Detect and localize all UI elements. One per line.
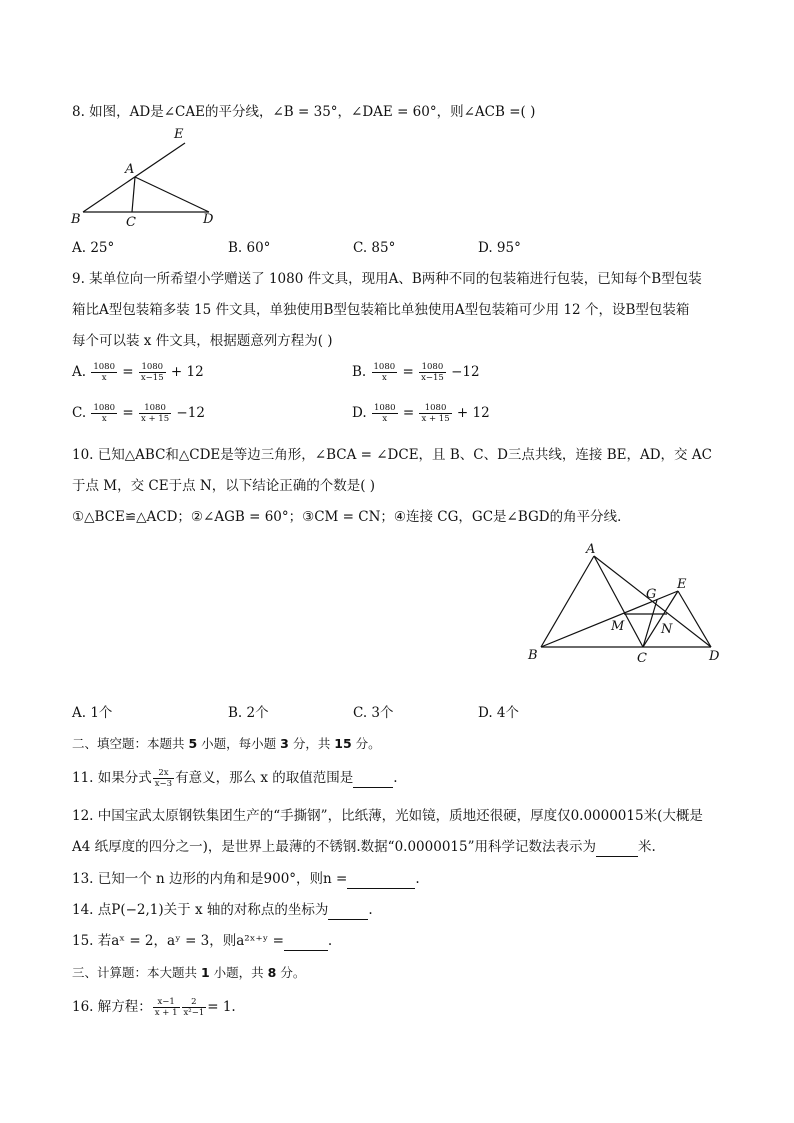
q9-option-c[interactable]: C. $\frac{1080}{x}$ = $\frac{1080}{x + 15}$ −12: [72, 403, 205, 424]
q10-line-3: ①△BCE≌△ACD；②∠AGB = 60°；③CM = CN；④连接 CG，GC是∠BGD的角平分线．: [72, 509, 631, 525]
q13-answer-blank[interactable]: [347, 870, 415, 889]
q10-line-1: 10. 已知△ABC和△CDE是等边三角形，∠BCA = ∠DCE，且 B、C、D三点共线，连接 BE，AD，交 AC: [72, 447, 712, 463]
section-2-heading: 二、填空题：本题共 5 小题，每小题 3 分，共 15 分。: [72, 736, 381, 751]
q10-label-b: B: [528, 648, 538, 663]
q8-stem: 8. 如图，AD是∠CAE的平分线，∠B = 35°，∠DAE = 60°，则∠ACB =( ): [72, 104, 536, 120]
q8-label-c: C: [126, 215, 136, 230]
q15: 15. 若aˣ = 2，aʸ = 3，则a²ˣ⁺ʸ = .: [72, 933, 333, 949]
q8-line-ac: [132, 177, 135, 212]
q13: 13. 已知一个 n 边形的内角和是900°，则n = .: [72, 871, 420, 887]
q8-figure: [66, 126, 236, 230]
q9-option-a[interactable]: A. $\frac{1080}{x}$ = $\frac{1080}{x-15}$ + 12: [72, 362, 204, 383]
q10-option-b[interactable]: B. 2个: [228, 705, 269, 721]
q10-line-ed: [678, 591, 711, 647]
q12-line-1: 12. 中国宝武太原钢铁集团生产的“手撕钢”，比纸薄，光如镜，质地还很硬，厚度仅0.0000015米(大概是: [72, 808, 703, 824]
q8-line-be: [83, 143, 185, 212]
q10-label-g: G: [646, 587, 657, 602]
q8-option-d[interactable]: D. 95°: [478, 240, 521, 256]
q12-line-2: A4 纸厚度的四分之一)，是世界上最薄的不锈钢.数据“0.0000015”用科学记数法表示为 米.: [72, 839, 656, 855]
q10-figure: [524, 536, 724, 668]
q10-line-ab: [541, 556, 594, 647]
section-3-heading: 三、计算题：本大题共 1 小题，共 8 分。: [72, 965, 306, 980]
q8-label-b: B: [71, 212, 81, 227]
q10-label-d: D: [709, 649, 720, 664]
q10-option-a[interactable]: A. 1个: [72, 705, 113, 721]
q8-label-d: D: [203, 212, 214, 227]
q10-option-d[interactable]: D. 4个: [478, 705, 520, 721]
q11-answer-blank[interactable]: [353, 769, 393, 788]
q9-line-3: 每个可以装 x 件文具，根据题意列方程为( ): [72, 333, 333, 349]
q10-option-c[interactable]: C. 3个: [353, 705, 394, 721]
q8-label-a: A: [125, 162, 135, 177]
q9-line-1: 9. 某单位向一所希望小学赠送了 1080 件文具，现用A、B两种不同的包装箱进行包装，已知每个B型包装: [72, 271, 702, 287]
q10-line-2: 于点 M，交 CE于点 N，以下结论正确的个数是( ): [72, 478, 376, 494]
q15-answer-blank[interactable]: [284, 932, 328, 951]
q14-answer-blank[interactable]: [328, 901, 368, 920]
q8-label-e: E: [174, 127, 184, 142]
q10-line-be: [541, 591, 678, 647]
q8-line-ad: [135, 177, 209, 212]
q9-option-b[interactable]: B. $\frac{1080}{x}$ = $\frac{1080}{x-15}$ −12: [352, 362, 480, 383]
q8-option-c[interactable]: C. 85°: [353, 240, 396, 256]
q10-label-e: E: [677, 577, 687, 592]
q10-label-c: C: [637, 651, 647, 666]
q9-option-d[interactable]: D. $\frac{1080}{x}$ = $\frac{1080}{x + 15}$ + 12: [352, 403, 490, 424]
q14: 14. 点P(−2,1)关于 x 轴的对称点的坐标为 .: [72, 902, 373, 918]
q8-option-b[interactable]: B. 60°: [228, 240, 271, 256]
q10-label-n: N: [661, 622, 673, 637]
q10-label-a: A: [586, 542, 596, 557]
q16: 16. 解方程： $\frac{x-1}{x + 1}$ $\frac{2}{\text{x²−1}}$ = 1.: [72, 997, 236, 1018]
q10-label-m: M: [611, 619, 625, 634]
q9-line-2: 箱比A型包装箱多装 15 件文具，单独使用B型包装箱比单独使用A型包装箱可少用 12 个，设B型包装箱: [72, 302, 690, 318]
q8-option-a[interactable]: A. 25°: [72, 240, 115, 256]
q11: 11. 如果分式 $\frac{2x}{x-3}$ 有意义，那么 x 的取值范围是 .: [72, 768, 398, 789]
q10-line-cg: [643, 600, 657, 647]
q12-answer-blank[interactable]: [596, 838, 638, 857]
